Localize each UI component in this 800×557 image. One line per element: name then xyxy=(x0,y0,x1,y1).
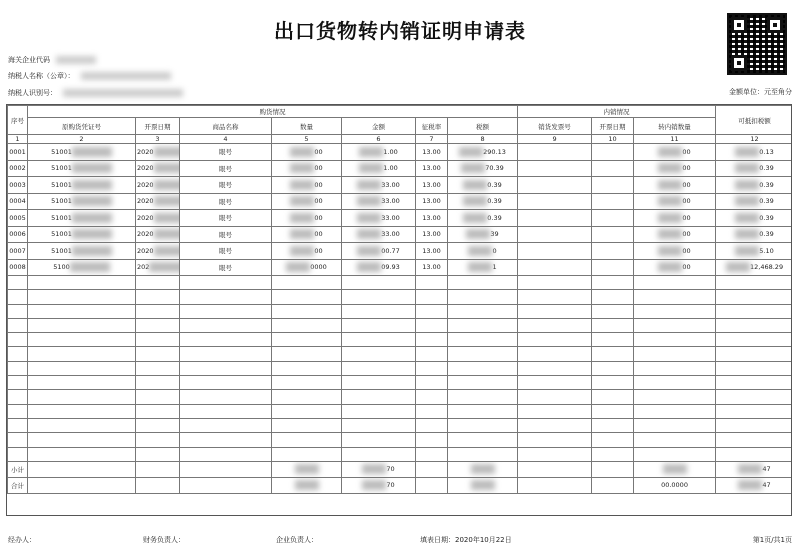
redacted-value xyxy=(357,196,381,206)
redacted-value xyxy=(735,147,759,157)
empty-row xyxy=(8,447,793,461)
table-cell: 13.00 xyxy=(422,263,441,272)
customs-code-line xyxy=(8,55,96,65)
table-cell: 33.00 xyxy=(381,213,400,222)
table-row xyxy=(8,177,793,194)
table-cell: 51001 xyxy=(51,230,72,239)
table-cell: 眼号 xyxy=(219,148,232,157)
redacted-value xyxy=(463,196,487,206)
col-header: 金额 xyxy=(342,118,416,135)
redacted-value xyxy=(154,196,180,206)
empty-row xyxy=(8,390,793,404)
table-cell: 0.39 xyxy=(759,164,774,173)
redacted-value xyxy=(658,180,682,190)
redacted-value xyxy=(295,480,319,490)
table-cell: 0004 xyxy=(9,197,26,206)
redacted-value xyxy=(290,180,314,190)
table-row xyxy=(8,243,793,260)
table-cell: 0 xyxy=(492,246,497,255)
table-cell: 13.00 xyxy=(422,246,441,255)
table-cell: 00 xyxy=(314,180,323,189)
col-number: 1 xyxy=(8,135,28,144)
table-cell: 2020 xyxy=(137,230,154,239)
table-cell: 13.00 xyxy=(422,164,441,173)
taxpayer-id-line xyxy=(8,88,183,98)
redacted-value xyxy=(362,480,386,490)
table-cell: 0002 xyxy=(9,164,26,173)
redacted-value xyxy=(468,262,492,272)
redacted-value xyxy=(72,196,112,206)
table-cell: 2020 xyxy=(137,197,154,206)
footer-finance: 财务负责人： xyxy=(143,536,185,544)
redacted-value xyxy=(658,147,682,157)
empty-row xyxy=(8,318,793,332)
redacted-value xyxy=(290,196,314,206)
redacted-value xyxy=(735,246,759,256)
taxpayer-name-label: 纳税人名称（公章）： xyxy=(8,72,75,80)
empty-row xyxy=(8,361,793,375)
table-row xyxy=(8,193,793,210)
redacted-value xyxy=(290,163,314,173)
subtotal-amount: 70 xyxy=(386,465,395,474)
redacted-value xyxy=(357,213,381,223)
table-cell: 2020 xyxy=(137,213,154,222)
table-cell: 2020 xyxy=(137,147,154,156)
redacted-value xyxy=(738,480,762,490)
total-row xyxy=(8,477,793,493)
redacted-value xyxy=(658,196,682,206)
col-header: 开票日期 xyxy=(136,118,180,135)
table-cell: 眼号 xyxy=(219,230,232,239)
group-goods-header: 购货情况 xyxy=(28,106,518,118)
table-cell: 12,468.29 xyxy=(750,263,784,272)
table-cell: 290.13 xyxy=(483,147,506,156)
table-cell: 51001 xyxy=(51,197,72,206)
table-cell: 00 xyxy=(314,230,323,239)
table-cell: 0.39 xyxy=(487,213,502,222)
redacted-value xyxy=(290,213,314,223)
table-cell: 00 xyxy=(314,164,323,173)
col-header: 税额 xyxy=(448,118,518,135)
col-number: 6 xyxy=(342,135,416,144)
table-row xyxy=(8,259,793,276)
redacted-value xyxy=(290,229,314,239)
redacted-value xyxy=(357,262,381,272)
col-deductible-header: 可抵扣税额 xyxy=(716,106,792,135)
redacted-value xyxy=(295,464,319,474)
col-header: 商品名称 xyxy=(180,118,272,135)
redacted-value xyxy=(63,89,183,97)
col-header: 征税率 xyxy=(416,118,448,135)
redacted-value xyxy=(357,229,381,239)
taxpayer-id-label: 纳税人识别号： xyxy=(8,89,57,97)
footer-handler: 经办人： xyxy=(8,536,36,544)
subtotal-row xyxy=(8,461,793,477)
redacted-value xyxy=(290,246,314,256)
table-cell: 00 xyxy=(314,246,323,255)
table-cell: 眼号 xyxy=(219,247,232,256)
table-cell: 13.00 xyxy=(422,230,441,239)
table-cell: 1.00 xyxy=(383,164,398,173)
col-number: 8 xyxy=(448,135,518,144)
table-cell: 2020 xyxy=(137,180,154,189)
table-cell: 0005 xyxy=(9,213,26,222)
footer-page: 第1页/共1页 xyxy=(752,536,792,544)
redacted-value xyxy=(466,229,490,239)
redacted-value xyxy=(72,229,112,239)
col-header: 数量 xyxy=(272,118,342,135)
table-cell: 0007 xyxy=(9,246,26,255)
footer-fill-date: 填表日期：2020年10月22日 xyxy=(420,536,512,544)
redacted-value xyxy=(72,180,112,190)
customs-code-label: 海关企业代码 xyxy=(8,56,50,64)
table-cell: 00 xyxy=(314,197,323,206)
table-cell: 00 xyxy=(314,213,323,222)
redacted-value xyxy=(286,262,310,272)
redacted-value xyxy=(658,246,682,256)
table-cell: 202 xyxy=(137,263,150,272)
redacted-value xyxy=(290,147,314,157)
redacted-value xyxy=(362,464,386,474)
table-cell: 00 xyxy=(682,263,691,272)
redacted-value xyxy=(735,229,759,239)
table-cell: 51001 xyxy=(51,164,72,173)
redacted-value xyxy=(154,246,180,256)
redacted-value xyxy=(735,196,759,206)
table-cell: 00 xyxy=(682,246,691,255)
table-cell: 00 xyxy=(682,164,691,173)
subtotal-deductible: 47 xyxy=(762,465,771,474)
table-cell: 眼号 xyxy=(219,181,232,190)
redacted-value xyxy=(658,213,682,223)
total-amount: 70 xyxy=(386,481,395,490)
unit-label: 金额单位：元至角分 xyxy=(729,88,792,96)
group-domestic-header: 内销情况 xyxy=(518,106,716,118)
empty-row xyxy=(8,333,793,347)
table-row xyxy=(8,226,793,243)
qr-code-icon xyxy=(727,13,787,75)
application-table xyxy=(6,104,792,516)
col-number: 10 xyxy=(592,135,634,144)
table-cell: 2020 xyxy=(137,246,154,255)
col-number: 11 xyxy=(634,135,716,144)
redacted-value xyxy=(726,262,750,272)
table-cell: 13.00 xyxy=(422,197,441,206)
subtotal-label: 小计 xyxy=(8,461,28,477)
table-cell: 5.10 xyxy=(759,246,774,255)
redacted-value xyxy=(359,147,383,157)
table-cell: 39 xyxy=(490,230,499,239)
redacted-value xyxy=(357,180,381,190)
table-cell: 1 xyxy=(492,263,497,272)
redacted-value xyxy=(463,213,487,223)
table-cell: 51001 xyxy=(51,246,72,255)
table-cell: 眼号 xyxy=(219,214,232,223)
col-number: 9 xyxy=(518,135,592,144)
table-cell: 0.39 xyxy=(487,197,502,206)
table-cell: 33.00 xyxy=(381,197,400,206)
redacted-value xyxy=(663,464,687,474)
table-cell: 0001 xyxy=(9,147,26,156)
col-number: 7 xyxy=(416,135,448,144)
table-cell: 09.93 xyxy=(381,263,400,272)
total-label: 合计 xyxy=(8,477,28,493)
column-number-row xyxy=(8,135,793,144)
redacted-value xyxy=(738,464,762,474)
table-cell: 33.00 xyxy=(381,230,400,239)
redacted-value xyxy=(154,180,180,190)
header-row-columns xyxy=(8,118,793,135)
table-cell: 51001 xyxy=(51,213,72,222)
table-cell: 5100 xyxy=(53,263,70,272)
redacted-value xyxy=(658,262,682,272)
table-cell: 13.00 xyxy=(422,213,441,222)
redacted-value xyxy=(468,246,492,256)
empty-row xyxy=(8,433,793,447)
redacted-value xyxy=(471,464,495,474)
redacted-value xyxy=(154,147,180,157)
table-cell: 1.00 xyxy=(383,147,398,156)
redacted-value xyxy=(461,163,485,173)
col-number: 12 xyxy=(716,135,792,144)
empty-row xyxy=(8,347,793,361)
redacted-value xyxy=(72,213,112,223)
table-cell: 0003 xyxy=(9,180,26,189)
table-cell: 51001 xyxy=(51,147,72,156)
redacted-value xyxy=(463,180,487,190)
empty-row xyxy=(8,418,793,432)
table-cell: 13.00 xyxy=(422,180,441,189)
table-cell: 00 xyxy=(682,147,691,156)
redacted-value xyxy=(72,246,112,256)
empty-row xyxy=(8,290,793,304)
table-cell: 70.39 xyxy=(485,164,504,173)
redacted-value xyxy=(658,229,682,239)
table-cell: 0000 xyxy=(310,263,327,272)
redacted-value xyxy=(357,246,381,256)
empty-row xyxy=(8,276,793,290)
form-title: 出口货物转内销证明申请表 xyxy=(274,19,526,43)
redacted-value xyxy=(154,163,180,173)
redacted-value xyxy=(471,480,495,490)
redacted-value xyxy=(658,163,682,173)
col-header: 销货发票号 xyxy=(518,118,592,135)
redacted-value xyxy=(154,213,180,223)
col-header: 开票日期 xyxy=(592,118,634,135)
table-cell: 0.39 xyxy=(487,180,502,189)
table-cell: 00 xyxy=(682,230,691,239)
table-cell: 00.77 xyxy=(381,246,400,255)
col-seq-header: 序号 xyxy=(8,106,28,135)
redacted-value xyxy=(735,163,759,173)
header-row-group xyxy=(8,106,793,118)
table-cell: 00 xyxy=(682,180,691,189)
redacted-value xyxy=(72,163,112,173)
table-row xyxy=(8,160,793,177)
redacted-value xyxy=(359,163,383,173)
table-cell: 眼号 xyxy=(219,263,232,272)
total-deductible: 47 xyxy=(762,481,771,490)
empty-row xyxy=(8,304,793,318)
table-cell: 00 xyxy=(682,197,691,206)
table-cell: 51001 xyxy=(51,180,72,189)
table-cell: 0.39 xyxy=(759,180,774,189)
redacted-value xyxy=(735,213,759,223)
redacted-value xyxy=(70,262,110,272)
col-header: 转内销数量 xyxy=(634,118,716,135)
table-cell: 0.13 xyxy=(759,147,774,156)
redacted-value xyxy=(81,72,171,80)
col-number: 3 xyxy=(136,135,180,144)
table-cell: 0008 xyxy=(9,263,26,272)
redacted-value xyxy=(735,180,759,190)
table-cell: 0.39 xyxy=(759,213,774,222)
table-cell: 00 xyxy=(682,213,691,222)
table-row xyxy=(8,144,793,161)
table-cell: 00 xyxy=(314,147,323,156)
table-cell: 2020 xyxy=(137,164,154,173)
empty-row xyxy=(8,376,793,390)
redacted-value xyxy=(56,56,96,64)
table-cell: 33.00 xyxy=(381,180,400,189)
footer-company-head: 企业负责人： xyxy=(276,536,318,544)
col-header: 原购货凭证号 xyxy=(28,118,136,135)
col-number: 4 xyxy=(180,135,272,144)
col-number: 5 xyxy=(272,135,342,144)
redacted-value xyxy=(459,147,483,157)
redacted-value xyxy=(149,262,179,272)
table-cell: 0.39 xyxy=(759,230,774,239)
empty-row xyxy=(8,404,793,418)
total-quantity: 00.0000 xyxy=(661,481,688,490)
table-cell: 0.39 xyxy=(759,197,774,206)
col-number: 2 xyxy=(28,135,136,144)
table-cell: 眼号 xyxy=(219,197,232,206)
table-cell: 眼号 xyxy=(219,164,232,173)
table-cell: 13.00 xyxy=(422,147,441,156)
table-row xyxy=(8,210,793,227)
redacted-value xyxy=(154,229,180,239)
taxpayer-name-line xyxy=(8,71,171,81)
redacted-value xyxy=(72,147,112,157)
table-cell: 0006 xyxy=(9,230,26,239)
